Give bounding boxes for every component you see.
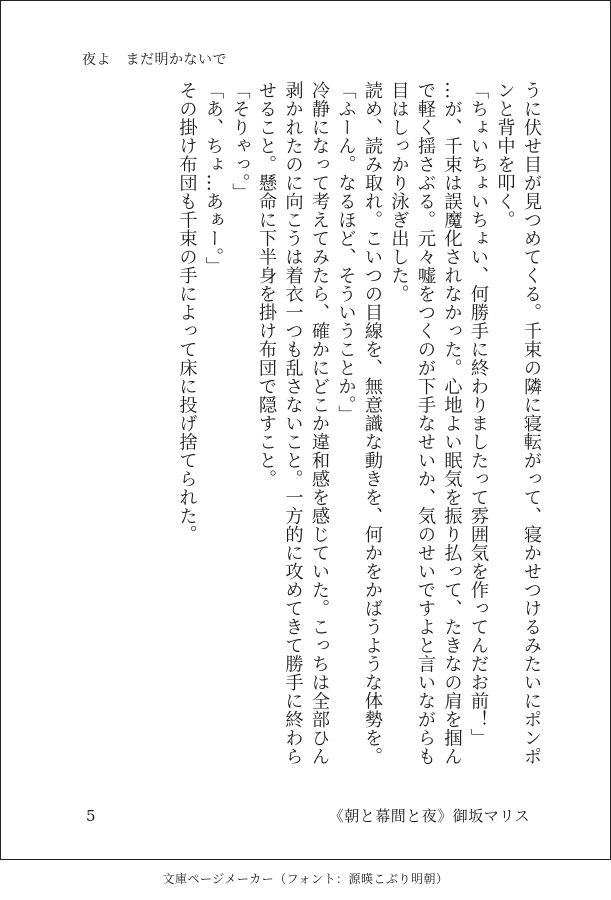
body-text (173, 81, 544, 781)
page-number: 5 (86, 807, 96, 825)
running-head: 夜よ まだ明かないで (82, 52, 227, 68)
paragraph: 「ちょいちょいちょい、何勝手に終わりましたって雰囲気を作ってんだお前！」 (468, 81, 489, 747)
paragraph: その掛け布団も千束の手によって床に投げ捨てられた。 (176, 81, 198, 544)
paragraph: うに伏せ目が見つめてくる。千束の隣に寝転がって、寝かせつけるみたいにポンポンと背中を叩く。 (494, 81, 542, 766)
paragraph: 「あ、ちょ…あぁー。」 (203, 81, 224, 276)
footer-title: 《朝と幕間と夜》御坂マリス (328, 807, 530, 825)
paragraph: …が、千束は誤魔化されなかった。心地よい眠気を振り払って、たきなの肩を掴んで軽く揺さぶる。元々嘘をつくのが下手なせいか、気のせいですよと言いながらも目はしっかり泳ぎ出した。 (388, 81, 463, 766)
paragraph: 「ふーん。なるほど、そういうことか。」 (335, 81, 357, 424)
paragraph: 「そりゃっ。」 (229, 81, 251, 202)
paragraph: 冷静になって考えてみたら、確かにどこか違和感を感じていた。こっちは全部ひん剥かれたのに向こうは着衣一つも乱さないこと。一方的に攻めてきて勝手に終わらせること。懸命に下半身を掛け布団で隠すこと。 (256, 81, 330, 766)
maker-caption: 文庫ページメーカー（フォント：源暎こぶり明朝） (162, 872, 449, 886)
paragraph: 読め、読み取れ。こいつの目線を、無意識な動きを、何かをかばうような体勢を。 (362, 81, 383, 766)
